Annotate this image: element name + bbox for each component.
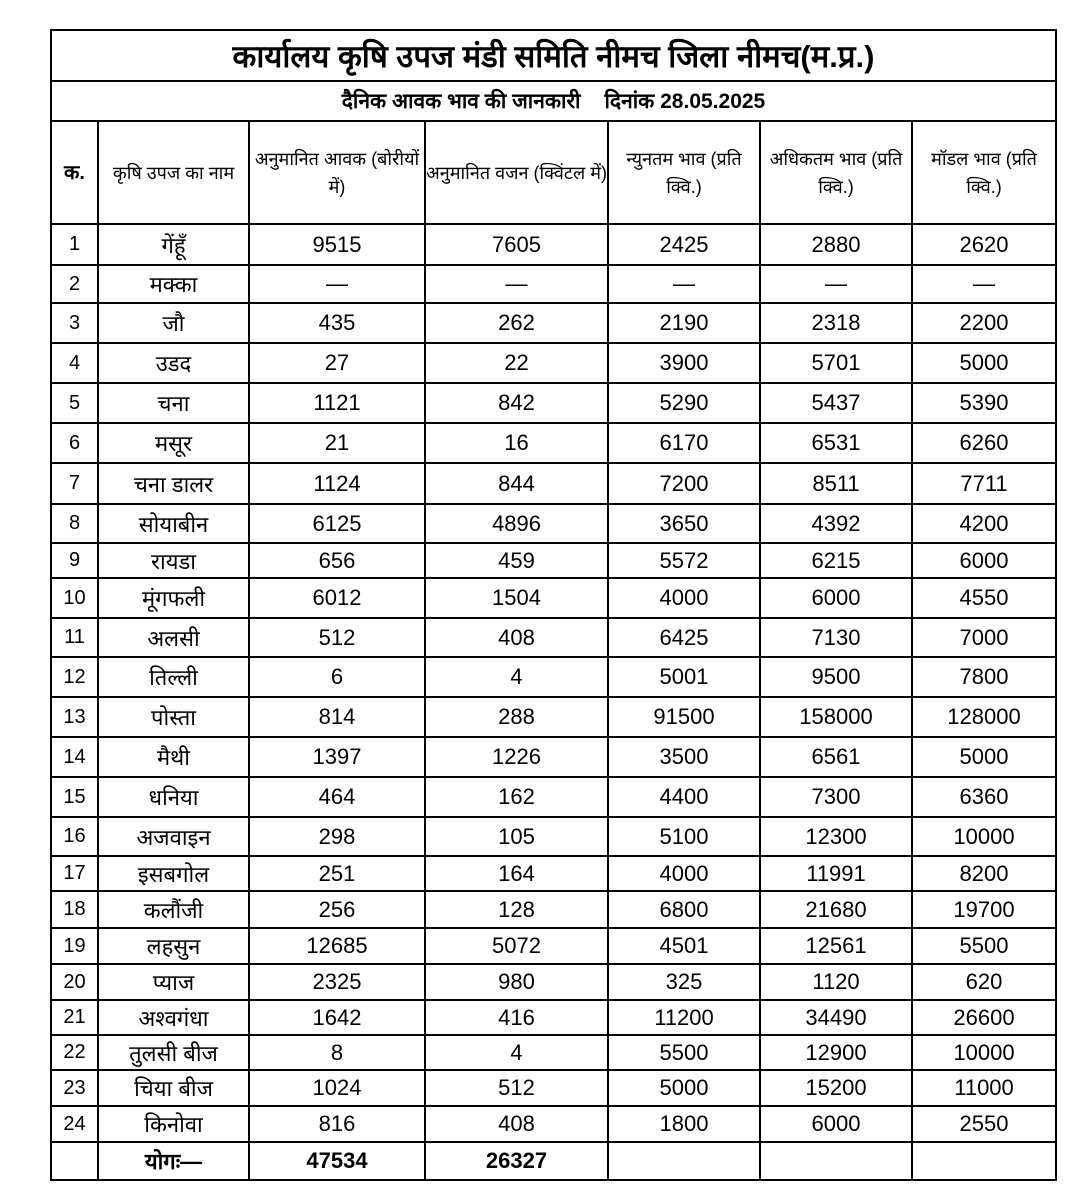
row-serial: 22 (51, 1035, 98, 1070)
row-serial: 13 (51, 697, 98, 737)
modal-price: 19700 (912, 891, 1056, 928)
row-serial: 10 (51, 578, 98, 618)
table-row (51, 383, 1056, 423)
row-serial: 23 (51, 1070, 98, 1106)
max-price: 11991 (760, 856, 912, 891)
table-row (51, 618, 1056, 657)
table-row (51, 423, 1056, 463)
min-price: 2425 (608, 224, 760, 265)
row-serial: 5 (51, 383, 98, 423)
min-price: 2190 (608, 303, 760, 343)
max-price: 158000 (760, 697, 912, 737)
crop-name: जौ (98, 303, 249, 343)
table-body (51, 224, 1056, 1142)
crop-name: लहसुन (98, 928, 249, 964)
max-price: 8511 (760, 463, 912, 504)
weight: 1504 (425, 578, 608, 618)
modal-price: 6000 (912, 543, 1056, 578)
modal-price: 5500 (912, 928, 1056, 964)
table-row (51, 891, 1056, 928)
table-row (51, 1070, 1056, 1106)
table-row (51, 777, 1056, 817)
col-max-price-header: अधिकतम भाव (प्रति क्वि.) (760, 121, 912, 224)
weight: 4896 (425, 504, 608, 543)
arrivals: — (249, 265, 425, 303)
weight: 288 (425, 697, 608, 737)
min-price: 3650 (608, 504, 760, 543)
weight: 5072 (425, 928, 608, 964)
min-price: 1800 (608, 1106, 760, 1142)
weight: 162 (425, 777, 608, 817)
arrivals: 656 (249, 543, 425, 578)
arrivals: 512 (249, 618, 425, 657)
modal-price: 128000 (912, 697, 1056, 737)
total-label: योगः— (98, 1142, 249, 1180)
max-price: 12900 (760, 1035, 912, 1070)
max-price: 12561 (760, 928, 912, 964)
max-price: 5701 (760, 343, 912, 383)
total-cell-empty (608, 1142, 760, 1180)
max-price: 2318 (760, 303, 912, 343)
total-row (51, 1142, 1056, 1180)
office-title: कार्यालय कृषि उपज मंडी समिति नीमच जिला नीमच(म.प्र.) (51, 30, 1056, 81)
crop-name: गेंहूँ (98, 224, 249, 265)
crop-name: मसूर (98, 423, 249, 463)
max-price: 15200 (760, 1070, 912, 1106)
total-cell-empty (51, 1142, 98, 1180)
weight: 408 (425, 1106, 608, 1142)
table-row (51, 657, 1056, 697)
weight: 105 (425, 817, 608, 856)
modal-price: 5390 (912, 383, 1056, 423)
weight: 16 (425, 423, 608, 463)
weight: 128 (425, 891, 608, 928)
arrivals: 251 (249, 856, 425, 891)
table-row (51, 504, 1056, 543)
min-price: 6170 (608, 423, 760, 463)
arrivals: 6 (249, 657, 425, 697)
crop-name: रायडा (98, 543, 249, 578)
table-row (51, 964, 1056, 1000)
weight: 164 (425, 856, 608, 891)
min-price: 4000 (608, 578, 760, 618)
modal-price: 10000 (912, 1035, 1056, 1070)
weight: 262 (425, 303, 608, 343)
min-price: 5290 (608, 383, 760, 423)
total-cell-empty (912, 1142, 1056, 1180)
max-price: — (760, 265, 912, 303)
modal-price: 4550 (912, 578, 1056, 618)
row-serial: 12 (51, 657, 98, 697)
max-price: 6531 (760, 423, 912, 463)
modal-price: 2620 (912, 224, 1056, 265)
modal-price: 7000 (912, 618, 1056, 657)
modal-price: 6260 (912, 423, 1056, 463)
modal-price: 2550 (912, 1106, 1056, 1142)
row-serial: 6 (51, 423, 98, 463)
row-serial: 15 (51, 777, 98, 817)
min-price: 5500 (608, 1035, 760, 1070)
arrivals: 1121 (249, 383, 425, 423)
crop-name: उडद (98, 343, 249, 383)
modal-price: 4200 (912, 504, 1056, 543)
arrivals: 9515 (249, 224, 425, 265)
table-row (51, 817, 1056, 856)
min-price: 5100 (608, 817, 760, 856)
modal-price: 11000 (912, 1070, 1056, 1106)
crop-name: पोस्ता (98, 697, 249, 737)
modal-price: 2200 (912, 303, 1056, 343)
row-serial: 11 (51, 618, 98, 657)
weight: 4 (425, 1035, 608, 1070)
row-serial: 1 (51, 224, 98, 265)
modal-price: 26600 (912, 1000, 1056, 1035)
min-price: 11200 (608, 1000, 760, 1035)
modal-price: 7800 (912, 657, 1056, 697)
arrivals: 256 (249, 891, 425, 928)
arrivals: 12685 (249, 928, 425, 964)
min-price: 7200 (608, 463, 760, 504)
crop-name: अजवाइन (98, 817, 249, 856)
weight: 408 (425, 618, 608, 657)
crop-name: अलसी (98, 618, 249, 657)
max-price: 7300 (760, 777, 912, 817)
total-cell-empty (760, 1142, 912, 1180)
arrivals: 27 (249, 343, 425, 383)
report-date: दिनांक 28.05.2025 (604, 90, 766, 113)
min-price: 4400 (608, 777, 760, 817)
modal-price: 7711 (912, 463, 1056, 504)
min-price: 4501 (608, 928, 760, 964)
arrivals: 1124 (249, 463, 425, 504)
row-serial: 17 (51, 856, 98, 891)
min-price: — (608, 265, 760, 303)
modal-price: 8200 (912, 856, 1056, 891)
row-serial: 2 (51, 265, 98, 303)
crop-name: इसबगोल (98, 856, 249, 891)
table-row (51, 928, 1056, 964)
price-table (50, 29, 1057, 1181)
modal-price: 10000 (912, 817, 1056, 856)
table-row (51, 737, 1056, 777)
crop-name: अश्वगंधा (98, 1000, 249, 1035)
table-row (51, 1000, 1056, 1035)
crop-name: मक्का (98, 265, 249, 303)
col-modal-price-header: मॉडल भाव (प्रति क्वि.) (912, 121, 1056, 224)
min-price: 6800 (608, 891, 760, 928)
arrivals: 2325 (249, 964, 425, 1000)
crop-name: सोयाबीन (98, 504, 249, 543)
max-price: 6561 (760, 737, 912, 777)
crop-name: मूंगफली (98, 578, 249, 618)
table-row (51, 697, 1056, 737)
arrivals: 1642 (249, 1000, 425, 1035)
modal-price: 620 (912, 964, 1056, 1000)
max-price: 6000 (760, 1106, 912, 1142)
weight: 842 (425, 383, 608, 423)
arrivals: 814 (249, 697, 425, 737)
subtitle-text: दैनिक आवक भाव की जानकारी (341, 90, 581, 113)
crop-name: चिया बीज (98, 1070, 249, 1106)
max-price: 2880 (760, 224, 912, 265)
row-serial: 24 (51, 1106, 98, 1142)
crop-name: मैथी (98, 737, 249, 777)
min-price: 6425 (608, 618, 760, 657)
col-crop-name-header: कृषि उपज का नाम (98, 121, 249, 224)
min-price: 5001 (608, 657, 760, 697)
max-price: 9500 (760, 657, 912, 697)
crop-name: चना डालर (98, 463, 249, 504)
table-row (51, 1035, 1056, 1070)
arrivals: 816 (249, 1106, 425, 1142)
table-row (51, 1106, 1056, 1142)
report-subtitle (51, 81, 1056, 121)
arrivals: 298 (249, 817, 425, 856)
row-serial: 19 (51, 928, 98, 964)
max-price: 6000 (760, 578, 912, 618)
table-row (51, 343, 1056, 383)
weight: 459 (425, 543, 608, 578)
max-price: 34490 (760, 1000, 912, 1035)
weight: 1226 (425, 737, 608, 777)
max-price: 5437 (760, 383, 912, 423)
max-price: 4392 (760, 504, 912, 543)
arrivals: 464 (249, 777, 425, 817)
row-serial: 16 (51, 817, 98, 856)
max-price: 7130 (760, 618, 912, 657)
min-price: 3500 (608, 737, 760, 777)
arrivals: 21 (249, 423, 425, 463)
row-serial: 4 (51, 343, 98, 383)
weight: 512 (425, 1070, 608, 1106)
weight: 7605 (425, 224, 608, 265)
col-arrivals-header: अनुमानित आवक (बोरीयों में) (249, 121, 425, 224)
table-row (51, 463, 1056, 504)
min-price: 4000 (608, 856, 760, 891)
total-arrivals: 47534 (249, 1142, 425, 1180)
table-row (51, 265, 1056, 303)
modal-price: 5000 (912, 737, 1056, 777)
crop-name: चना (98, 383, 249, 423)
max-price: 12300 (760, 817, 912, 856)
row-serial: 18 (51, 891, 98, 928)
min-price: 5000 (608, 1070, 760, 1106)
total-weight: 26327 (425, 1142, 608, 1180)
table-row (51, 224, 1056, 265)
row-serial: 3 (51, 303, 98, 343)
col-min-price-header: न्युनतम भाव (प्रति क्वि.) (608, 121, 760, 224)
table-row (51, 303, 1056, 343)
crop-name: तिल्ली (98, 657, 249, 697)
table-row (51, 578, 1056, 618)
modal-price: — (912, 265, 1056, 303)
min-price: 325 (608, 964, 760, 1000)
max-price: 6215 (760, 543, 912, 578)
price-report-sheet (50, 29, 1055, 1181)
col-weight-header: अनुमानित वजन (क्विंटल में) (425, 121, 608, 224)
crop-name: कलौंजी (98, 891, 249, 928)
weight: 22 (425, 343, 608, 383)
arrivals: 1397 (249, 737, 425, 777)
row-serial: 20 (51, 964, 98, 1000)
arrivals: 8 (249, 1035, 425, 1070)
column-header-row (51, 121, 1056, 224)
crop-name: प्याज (98, 964, 249, 1000)
modal-price: 6360 (912, 777, 1056, 817)
row-serial: 9 (51, 543, 98, 578)
min-price: 91500 (608, 697, 760, 737)
table-row (51, 856, 1056, 891)
arrivals: 6125 (249, 504, 425, 543)
arrivals: 435 (249, 303, 425, 343)
weight: 4 (425, 657, 608, 697)
crop-name: किनोवा (98, 1106, 249, 1142)
crop-name: तुलसी बीज (98, 1035, 249, 1070)
weight: — (425, 265, 608, 303)
min-price: 3900 (608, 343, 760, 383)
row-serial: 8 (51, 504, 98, 543)
arrivals: 1024 (249, 1070, 425, 1106)
max-price: 21680 (760, 891, 912, 928)
weight: 844 (425, 463, 608, 504)
col-serial-header: क. (51, 121, 98, 224)
row-serial: 21 (51, 1000, 98, 1035)
row-serial: 7 (51, 463, 98, 504)
modal-price: 5000 (912, 343, 1056, 383)
min-price: 5572 (608, 543, 760, 578)
arrivals: 6012 (249, 578, 425, 618)
weight: 980 (425, 964, 608, 1000)
row-serial: 14 (51, 737, 98, 777)
crop-name: धनिया (98, 777, 249, 817)
weight: 416 (425, 1000, 608, 1035)
table-row (51, 543, 1056, 578)
max-price: 1120 (760, 964, 912, 1000)
